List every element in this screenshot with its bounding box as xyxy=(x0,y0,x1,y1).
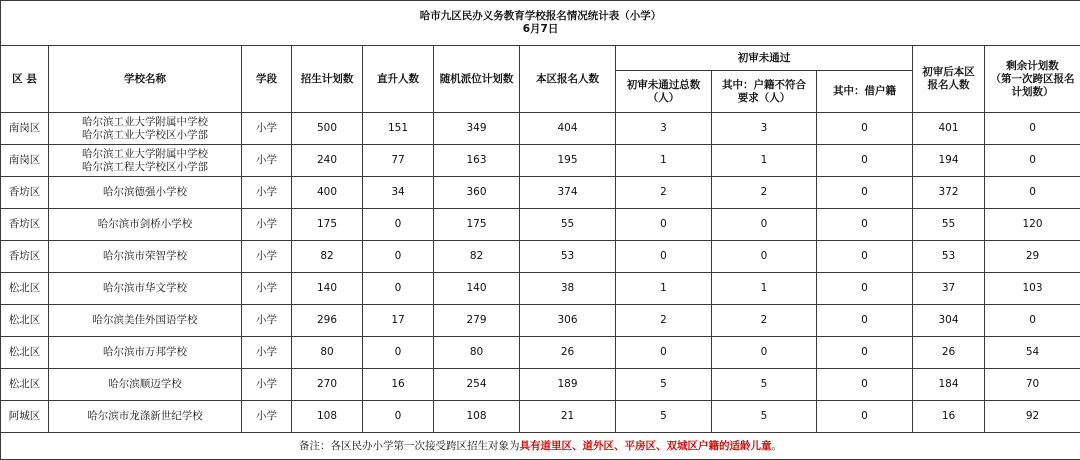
cell-plan: 80 xyxy=(292,337,363,369)
header-borrowed-hukou: 其中：借户籍 xyxy=(817,71,913,113)
cell-plan: 240 xyxy=(292,145,363,177)
cell-local-signup: 21 xyxy=(520,401,616,433)
header-after-review: 初审后本区 报名人数 xyxy=(913,46,985,113)
cell-after-review: 401 xyxy=(913,113,985,145)
cell-after-review: 372 xyxy=(913,177,985,209)
cell-plan: 270 xyxy=(292,369,363,401)
cell-random: 360 xyxy=(434,177,520,209)
cell-school: 哈尔滨市剑桥小学校 xyxy=(49,209,242,241)
cell-random: 80 xyxy=(434,337,520,369)
cell-remaining: 54 xyxy=(985,337,1080,369)
cell-hukou-mismatch: 2 xyxy=(712,177,817,209)
cell-school: 哈尔滨工业大学附属中学校 哈尔滨工程大学校区小学部 xyxy=(49,145,242,177)
header-local-signup: 本区报名人数 xyxy=(520,46,616,113)
cell-not-passed-total: 5 xyxy=(616,369,712,401)
cell-school: 哈尔滨德强小学校 xyxy=(49,177,242,209)
cell-not-passed-total: 3 xyxy=(616,113,712,145)
table-row xyxy=(1,177,1080,209)
cell-not-passed-total: 5 xyxy=(616,401,712,433)
cell-plan: 296 xyxy=(292,305,363,337)
cell-hukou-mismatch: 2 xyxy=(712,305,817,337)
cell-remaining: 103 xyxy=(985,273,1080,305)
page-title: 哈市九区民办义务教育学校报名情况统计表（小学） xyxy=(1,10,1080,23)
cell-local-signup: 55 xyxy=(520,209,616,241)
header-random: 随机派位计划数 xyxy=(434,46,520,113)
cell-remaining: 29 xyxy=(985,241,1080,273)
cell-not-passed-total: 2 xyxy=(616,305,712,337)
cell-district: 南岗区 xyxy=(1,145,49,177)
cell-borrowed-hukou: 0 xyxy=(817,369,913,401)
cell-level: 小学 xyxy=(242,337,292,369)
cell-not-passed-total: 0 xyxy=(616,337,712,369)
cell-local-signup: 306 xyxy=(520,305,616,337)
cell-borrowed-hukou: 0 xyxy=(817,273,913,305)
cell-hukou-mismatch: 3 xyxy=(712,113,817,145)
cell-remaining: 70 xyxy=(985,369,1080,401)
cell-hukou-mismatch: 1 xyxy=(712,273,817,305)
header-hukou-mismatch: 其中：户籍不符合 要求（人） xyxy=(712,71,817,113)
cell-remaining: 92 xyxy=(985,401,1080,433)
cell-school: 哈尔滨市荣智学校 xyxy=(49,241,242,273)
cell-plan: 400 xyxy=(292,177,363,209)
cell-after-review: 194 xyxy=(913,145,985,177)
cell-level: 小学 xyxy=(242,145,292,177)
cell-remaining: 0 xyxy=(985,305,1080,337)
cell-borrowed-hukou: 0 xyxy=(817,305,913,337)
cell-not-passed-total: 1 xyxy=(616,273,712,305)
cell-borrowed-hukou: 0 xyxy=(817,209,913,241)
cell-level: 小学 xyxy=(242,241,292,273)
cell-school: 哈尔滨市万邦学校 xyxy=(49,337,242,369)
table-row xyxy=(1,209,1080,241)
header-school: 学校名称 xyxy=(49,46,242,113)
footnote-suffix: 。 xyxy=(772,440,783,452)
header-plan: 招生计划数 xyxy=(292,46,363,113)
cell-random: 279 xyxy=(434,305,520,337)
cell-district: 香坊区 xyxy=(1,209,49,241)
cell-random: 254 xyxy=(434,369,520,401)
cell-hukou-mismatch: 0 xyxy=(712,209,817,241)
cell-after-review: 37 xyxy=(913,273,985,305)
cell-direct: 16 xyxy=(363,369,434,401)
cell-direct: 77 xyxy=(363,145,434,177)
cell-remaining: 0 xyxy=(985,177,1080,209)
cell-level: 小学 xyxy=(242,209,292,241)
header-not-passed-total: 初审未通过总数 （人） xyxy=(616,71,712,113)
cell-random: 140 xyxy=(434,273,520,305)
cell-borrowed-hukou: 0 xyxy=(817,337,913,369)
cell-after-review: 184 xyxy=(913,369,985,401)
cell-borrowed-hukou: 0 xyxy=(817,177,913,209)
cell-district: 南岗区 xyxy=(1,113,49,145)
cell-plan: 82 xyxy=(292,241,363,273)
table-row xyxy=(1,401,1080,433)
table-row xyxy=(1,241,1080,273)
table-title-cell xyxy=(1,1,1080,46)
cell-after-review: 53 xyxy=(913,241,985,273)
cell-direct: 0 xyxy=(363,337,434,369)
cell-district: 香坊区 xyxy=(1,241,49,273)
table-row xyxy=(1,113,1080,145)
table-row xyxy=(1,369,1080,401)
footnote-highlight: 具有道里区、道外区、平房区、双城区户籍的适龄儿童 xyxy=(520,440,772,452)
cell-level: 小学 xyxy=(242,369,292,401)
header-direct: 直升人数 xyxy=(363,46,434,113)
cell-random: 163 xyxy=(434,145,520,177)
header-not-passed-group: 初审未通过 xyxy=(616,46,913,71)
cell-direct: 17 xyxy=(363,305,434,337)
cell-after-review: 55 xyxy=(913,209,985,241)
cell-school: 哈尔滨顺迈学校 xyxy=(49,369,242,401)
cell-level: 小学 xyxy=(242,305,292,337)
cell-after-review: 304 xyxy=(913,305,985,337)
cell-plan: 500 xyxy=(292,113,363,145)
cell-district: 松北区 xyxy=(1,369,49,401)
cell-plan: 140 xyxy=(292,273,363,305)
header-remaining: 剩余计划数 （第一次跨区报名 计划数） xyxy=(985,46,1080,113)
footnote xyxy=(1,433,1080,460)
cell-direct: 0 xyxy=(363,401,434,433)
cell-remaining: 120 xyxy=(985,209,1080,241)
cell-local-signup: 38 xyxy=(520,273,616,305)
cell-borrowed-hukou: 0 xyxy=(817,401,913,433)
cell-hukou-mismatch: 0 xyxy=(712,241,817,273)
cell-borrowed-hukou: 0 xyxy=(817,241,913,273)
cell-random: 108 xyxy=(434,401,520,433)
cell-district: 香坊区 xyxy=(1,177,49,209)
cell-local-signup: 53 xyxy=(520,241,616,273)
cell-district: 松北区 xyxy=(1,305,49,337)
cell-plan: 175 xyxy=(292,209,363,241)
table-row xyxy=(1,337,1080,369)
table-row xyxy=(1,305,1080,337)
cell-not-passed-total: 1 xyxy=(616,145,712,177)
cell-direct: 0 xyxy=(363,241,434,273)
cell-level: 小学 xyxy=(242,273,292,305)
cell-school: 哈尔滨市龙涤新世纪学校 xyxy=(49,401,242,433)
cell-direct: 0 xyxy=(363,209,434,241)
cell-local-signup: 189 xyxy=(520,369,616,401)
cell-level: 小学 xyxy=(242,113,292,145)
cell-school: 哈尔滨工业大学附属中学校 哈尔滨工业大学校区小学部 xyxy=(49,113,242,145)
cell-hukou-mismatch: 1 xyxy=(712,145,817,177)
cell-school: 哈尔滨市华文学校 xyxy=(49,273,242,305)
header-level: 学段 xyxy=(242,46,292,113)
cell-level: 小学 xyxy=(242,401,292,433)
table-row xyxy=(1,273,1080,305)
cell-hukou-mismatch: 0 xyxy=(712,337,817,369)
cell-borrowed-hukou: 0 xyxy=(817,145,913,177)
cell-level: 小学 xyxy=(242,177,292,209)
cell-local-signup: 195 xyxy=(520,145,616,177)
cell-plan: 108 xyxy=(292,401,363,433)
cell-random: 349 xyxy=(434,113,520,145)
cell-hukou-mismatch: 5 xyxy=(712,369,817,401)
cell-district: 阿城区 xyxy=(1,401,49,433)
cell-local-signup: 404 xyxy=(520,113,616,145)
cell-direct: 151 xyxy=(363,113,434,145)
cell-district: 松北区 xyxy=(1,273,49,305)
report-date: 6月7日 xyxy=(1,23,1080,36)
cell-not-passed-total: 0 xyxy=(616,209,712,241)
cell-after-review: 26 xyxy=(913,337,985,369)
cell-direct: 0 xyxy=(363,273,434,305)
cell-after-review: 16 xyxy=(913,401,985,433)
header-district: 区 县 xyxy=(1,46,49,113)
cell-local-signup: 374 xyxy=(520,177,616,209)
cell-random: 82 xyxy=(434,241,520,273)
cell-school: 哈尔滨美佳外国语学校 xyxy=(49,305,242,337)
cell-district: 松北区 xyxy=(1,337,49,369)
cell-hukou-mismatch: 5 xyxy=(712,401,817,433)
cell-not-passed-total: 2 xyxy=(616,177,712,209)
cell-local-signup: 26 xyxy=(520,337,616,369)
cell-borrowed-hukou: 0 xyxy=(817,113,913,145)
cell-random: 175 xyxy=(434,209,520,241)
footnote-prefix: 备注：各区民办小学第一次接受跨区招生对象为 xyxy=(299,440,520,452)
cell-not-passed-total: 0 xyxy=(616,241,712,273)
cell-remaining: 0 xyxy=(985,113,1080,145)
cell-direct: 34 xyxy=(363,177,434,209)
cell-remaining: 0 xyxy=(985,145,1080,177)
table-row xyxy=(1,145,1080,177)
